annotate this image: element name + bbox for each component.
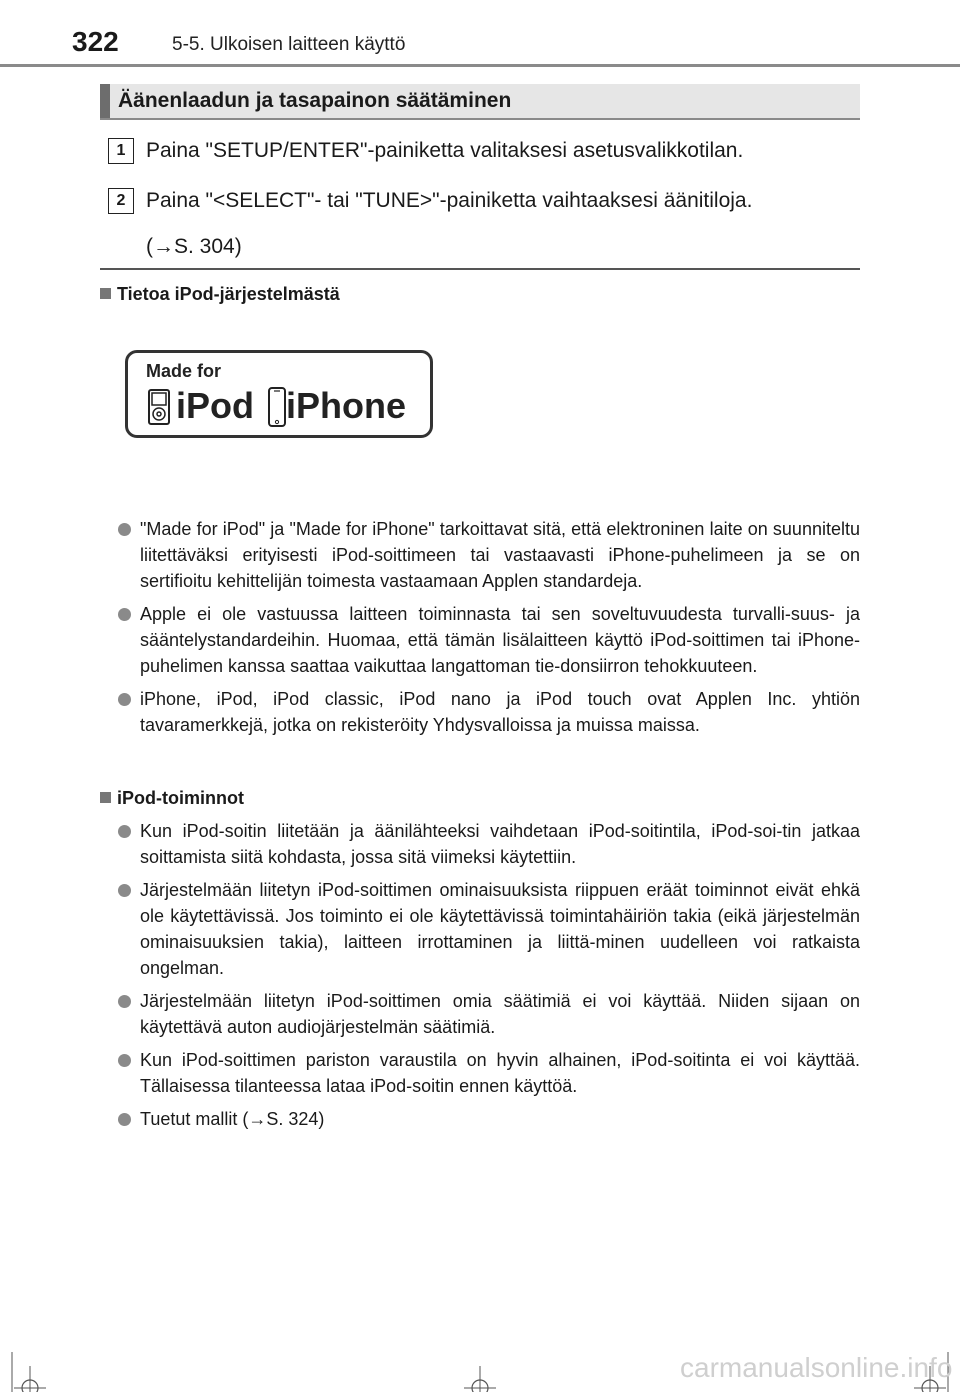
step-2 bbox=[108, 178, 860, 270]
registration-mark-icon bbox=[0, 1352, 60, 1392]
list-item bbox=[118, 1047, 860, 1099]
made-for-ipod-iphone-logo bbox=[125, 350, 433, 438]
bullet-dot-icon bbox=[118, 608, 131, 621]
list-item-text: "Made for iPod" ja "Made for iPhone" tarkoittavat sitä, että elektroninen laite on suunniteltu liitettäväksi erityisesti iPod-soittimeen tai vastaavasti iPhone-puhelimeen ja se on sertifioitu kehittelijän toimesta vastaamaan Applen standardeja. bbox=[140, 519, 860, 591]
list-item-text: Järjestelmään liitetyn iPod-soittimen omia säätimiä ei voi käyttää. Niiden sijaan on käytettävä auton audiojärjestelmän säätimiä. bbox=[140, 991, 860, 1037]
chapter-title: 5-5. Ulkoisen laitteen käyttö bbox=[172, 34, 406, 55]
subheading-text: iPod-toiminnot bbox=[117, 788, 244, 808]
section-header-bar bbox=[100, 84, 110, 118]
watermark: carmanualsonline.info bbox=[680, 1352, 953, 1383]
header-divider bbox=[0, 64, 960, 67]
list-item bbox=[118, 988, 860, 1040]
section-divider bbox=[100, 268, 860, 270]
square-bullet-icon bbox=[100, 792, 111, 803]
square-bullet-icon bbox=[100, 288, 111, 299]
subheading-text: Tietoa iPod-järjestelmästä bbox=[117, 284, 340, 304]
list-item bbox=[118, 601, 860, 679]
list-item bbox=[118, 686, 860, 738]
badge-iphone-text: iPhone bbox=[286, 385, 407, 426]
bullet-dot-icon bbox=[118, 884, 131, 897]
bullet-dot-icon bbox=[118, 1054, 131, 1067]
bullet-dot-icon bbox=[118, 1113, 131, 1126]
list-item-text: Kun iPod-soittimen pariston varaustila on hyvin alhainen, iPod-soitinta ei voi käyttää. Tällaisessa tilanteessa lataa iPod-soitin ennen käyttöä. bbox=[140, 1050, 860, 1096]
step-text: Paina "SETUP/ENTER"-painiketta valitaksesi asetusvalikkotilan. bbox=[146, 139, 744, 162]
bullet-dot-icon bbox=[118, 523, 131, 536]
list-item-text: Apple ei ole vastuussa laitteen toiminnasta tai sen soveltuvuudesta turvalli-suus- ja sääntelystandardeihin. Huomaa, että tämän lisälaitteen käyttö iPod-soittimen tai iPhone-puhelimen kanssa saattaa vaikuttaa langattoman tie-donsiirron tehokkuuteen. bbox=[140, 604, 860, 676]
list-item-text: Kun iPod-soitin liitetään ja äänilähteeksi vaihdetaan iPod-soitintila, iPod-soi-tin jatkaa soittamista siitä kohdasta, jossa sitä viimeksi käytettiin. bbox=[140, 821, 860, 867]
list-item bbox=[118, 877, 860, 981]
subheading-ipod-functions bbox=[100, 788, 244, 809]
list-item bbox=[118, 516, 860, 594]
ipod-device-icon bbox=[148, 389, 170, 425]
step-page-reference: (→S. 304) bbox=[146, 235, 242, 258]
bullet-dot-icon bbox=[118, 825, 131, 838]
step-text: Paina "<SELECT"- tai "TUNE>"-painiketta vaihtaaksesi äänitiloja. bbox=[146, 189, 753, 212]
subheading-ipod-info bbox=[100, 284, 340, 305]
ipod-functions-bullet-list bbox=[118, 818, 860, 1139]
step-number: 1 bbox=[108, 138, 134, 164]
badge-ipod-text: iPod bbox=[176, 385, 254, 426]
step-number: 2 bbox=[108, 188, 134, 214]
section-title: Äänenlaadun ja tasapainon säätäminen bbox=[118, 89, 512, 112]
bullet-dot-icon bbox=[118, 693, 131, 706]
list-item-text: Tuetut mallit (→S. 324) bbox=[140, 1109, 325, 1129]
iphone-device-icon bbox=[268, 387, 286, 427]
list-item-text: Järjestelmään liitetyn iPod-soittimen ominaisuuksista riippuen eräät toiminnot eivät ehkä ole käytettävissä. Jos toiminto ei ole käytettävissä toimintahäiriön takia (eikä järjestelmän ominaisuuksien takia), laitteen irrottaminen ja liittä-minen uudelleen voi ratkaista ongelman. bbox=[140, 880, 860, 978]
registration-mark-icon bbox=[460, 1362, 500, 1392]
step-1 bbox=[108, 128, 860, 174]
ipod-info-bullet-list bbox=[118, 516, 860, 745]
list-item bbox=[118, 1106, 860, 1132]
section-header bbox=[100, 84, 860, 120]
badge-made-for-text: Made for bbox=[146, 361, 222, 381]
page-number: 322 bbox=[72, 26, 119, 57]
list-item bbox=[118, 818, 860, 870]
list-item-text: iPhone, iPod, iPod classic, iPod nano ja iPod touch ovat Applen Inc. yhtiön tavaramerkkejä, jotka on rekisteröity Yhdysvalloissa ja muissa maissa. bbox=[140, 689, 860, 735]
bullet-dot-icon bbox=[118, 995, 131, 1008]
